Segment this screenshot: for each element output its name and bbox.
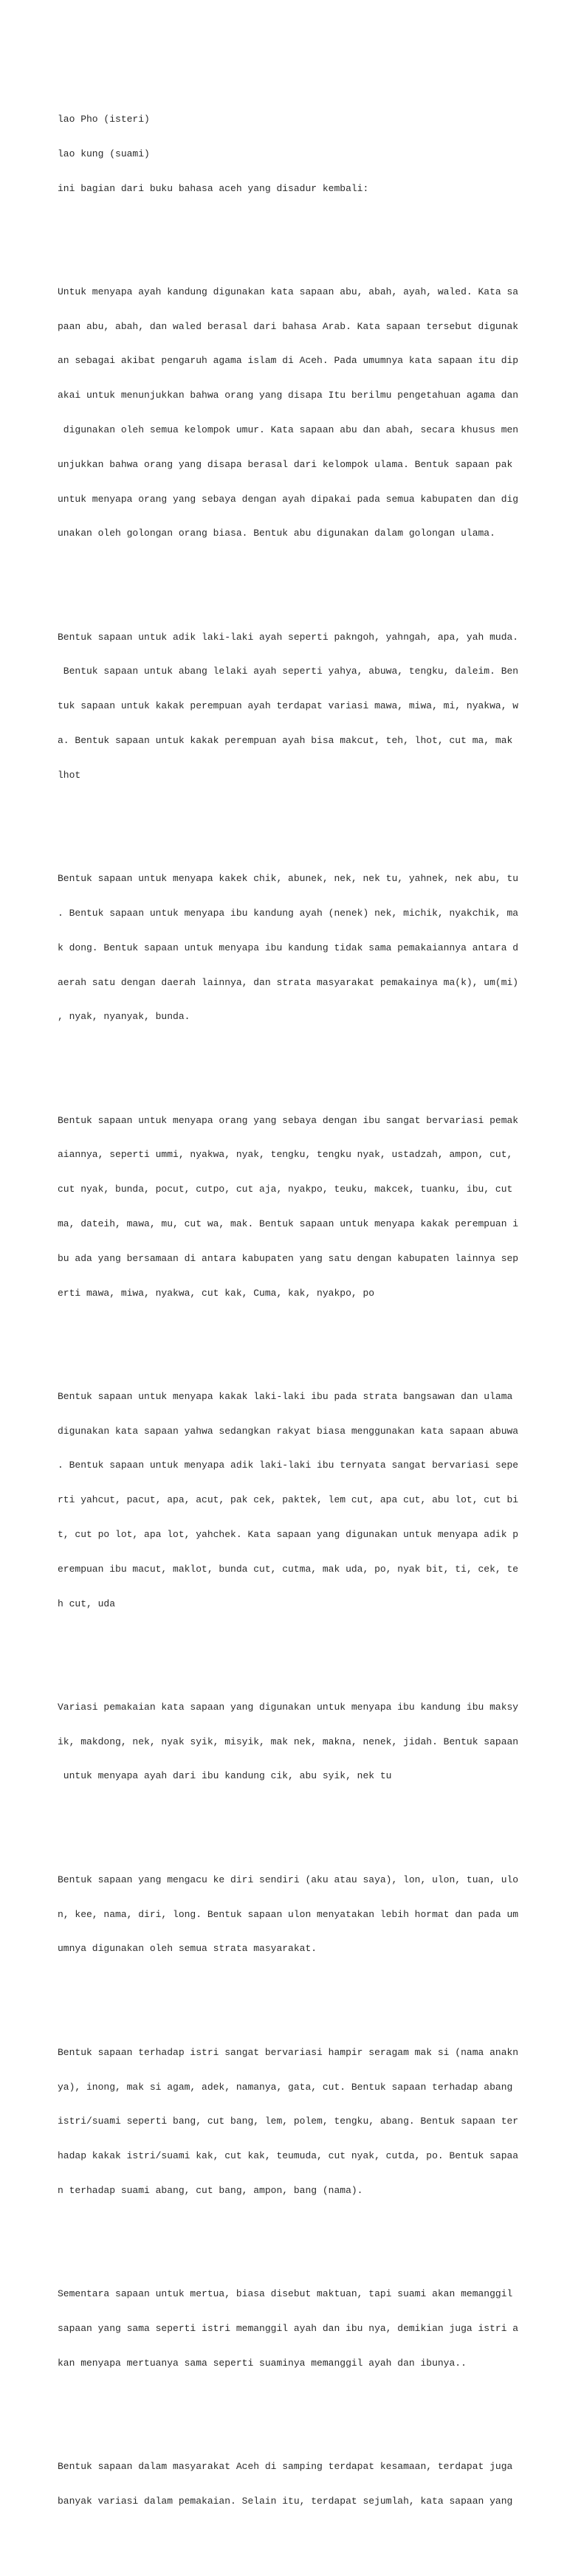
paragraph-line: n, kee, nama, diri, long. Bentuk sapaan ulon menyatakan lebih hormat dan pada um (58, 1908, 519, 1920)
paragraph-kesimpulan (58, 2438, 560, 2530)
paragraph-line: erti mawa, miwa, nyakwa, cut kak, Cuma, kak, nyakpo, po (58, 1287, 375, 1299)
paragraph-line: lhot (58, 769, 81, 781)
paragraph-diri-sendiri (58, 1851, 560, 1978)
paragraph-line: erempuan ibu macut, maklot, bunda cut, cutma, mak uda, po, nyak bit, ti, cek, te (58, 1563, 519, 1575)
paragraph-line: Sementara sapaan untuk mertua, biasa disebut maktuan, tapi suami akan memanggil (58, 2288, 513, 2300)
paragraph-line: Variasi pemakaian kata sapaan yang digunakan untuk menyapa ibu kandung ibu maksy (58, 1701, 519, 1713)
paragraph-line: umnya digunakan oleh semua strata masyarakat. (58, 1943, 317, 1955)
paragraph-line: aiannya, seperti ummi, nyakwa, nyak, tengku, tengku nyak, ustadzah, ampon, cut, (58, 1149, 513, 1161)
paragraph-line: hadap kakak istri/suami kak, cut kak, teumuda, cut nyak, cutda, po. Bentuk sapaa (58, 2150, 519, 2162)
document-text (58, 56, 560, 2576)
paragraph-line: istri/suami seperti bang, cut bang, lem, polem, tengku, abang. Bentuk sapaan ter (58, 2116, 519, 2127)
paragraph-istri-suami (58, 2024, 560, 2220)
paragraph-line: rti yahcut, pacut, apa, acut, pak cek, paktek, lem cut, apa cut, abu lot, cut bi (58, 1494, 519, 1506)
paragraph-line: t, cut po lot, apa lot, yahchek. Kata sapaan yang digunakan untuk menyapa adik p (58, 1529, 519, 1540)
paragraph-line: . Bentuk sapaan untuk menyapa adik laki-laki ibu ternyata sangat bervariasi sepe (58, 1460, 519, 1471)
paragraph-line: kan menyapa mertuanya sama seperti suaminya memanggil ayah dan ibunya.. (58, 2357, 467, 2369)
paragraph-line: n terhadap suami abang, cut bang, ampon, bang (nama). (58, 2184, 363, 2196)
paragraph-line: , nyak, nyanyak, bunda. (58, 1011, 190, 1023)
paragraph-saudara-ibu (58, 1368, 560, 1633)
header-line: lao kung (suami) (58, 148, 150, 159)
paragraph-line: ya), inong, mak si agam, adek, namanya, gata, cut. Bentuk sapaan terhadap abang (58, 2081, 513, 2093)
paragraph-line: unakan oleh golongan orang biasa. Bentuk abu digunakan dalam golongan ulama. (58, 528, 495, 539)
paragraph-line: Untuk menyapa ayah kandung digunakan kata sapaan abu, abah, ayah, waled. Kata sa (58, 286, 519, 297)
paragraph-kakek-nenek (58, 850, 560, 1046)
paragraph-line: Bentuk sapaan yang mengacu ke diri sendiri (aku atau saya), lon, ulon, tuan, ulo (58, 1874, 519, 1885)
paragraph-line: Bentuk sapaan dalam masyarakat Aceh di samping terdapat kesamaan, terdapat juga (58, 2461, 513, 2473)
paragraph-line: untuk menyapa orang yang sebaya dengan ayah dipakai pada semua kabupaten dan dig (58, 493, 519, 505)
paragraph-line: banyak variasi dalam pemakaian. Selain itu, terdapat sejumlah, kata sapaan yang (58, 2495, 513, 2507)
paragraph-line: tuk sapaan untuk kakak perempuan ayah terdapat variasi mawa, miwa, mi, nyakwa, w (58, 700, 519, 712)
paragraph-line: Bentuk sapaan terhadap istri sangat bervariasi hampir seragam mak si (nama anakn (58, 2046, 519, 2058)
paragraph-line: . Bentuk sapaan untuk menyapa ibu kandung ayah (nenek) nek, michik, nyakchik, ma (58, 907, 519, 919)
paragraph-line: cut nyak, bunda, pocut, cutpo, cut aja, nyakpo, teuku, makcek, tuanku, ibu, cut (58, 1184, 513, 1195)
paragraph-line: Bentuk sapaan untuk menyapa orang yang sebaya dengan ibu sangat bervariasi pemak (58, 1114, 519, 1126)
paragraph-line: digunakan kata sapaan yahwa sedangkan rakyat biasa menggunakan kata sapaan abuwa (58, 1425, 519, 1437)
paragraph-saudara-ayah (58, 609, 560, 804)
paragraph-line: sapaan yang sama seperti istri memanggil ayah dan ibu nya, demikian juga istri a (58, 2322, 519, 2334)
paragraph-line: aerah satu dengan daerah lainnya, dan strata masyarakat pemakainya ma(k), um(mi) (58, 976, 519, 988)
paragraph-orang-tua-ibu (58, 1679, 560, 1806)
paragraph-line: bu ada yang bersamaan di antara kabupaten yang satu dengan kabupaten lainnya sep (58, 1252, 519, 1264)
paragraph-line: untuk menyapa ayah dari ibu kandung cik, abu syik, nek tu (58, 1770, 392, 1782)
paragraph-line: a. Bentuk sapaan untuk kakak perempuan ayah bisa makcut, teh, lhot, cut ma, mak (58, 735, 513, 747)
header-line: lao Pho (isteri) (58, 113, 150, 125)
paragraph-line: paan abu, abah, dan waled berasal dari bahasa Arab. Kata sapaan tersebut digunak (58, 320, 519, 332)
paragraph-line: digunakan oleh semua kelompok umur. Kata sapaan abu dan abah, secara khusus men (58, 424, 519, 435)
header-block (58, 91, 560, 218)
paragraph-mertua (58, 2265, 560, 2392)
paragraph-line: ma, dateih, mawa, mu, cut wa, mak. Bentuk sapaan untuk menyapa kakak perempuan i (58, 1218, 519, 1229)
paragraph-line: k dong. Bentuk sapaan untuk menyapa ibu kandung tidak sama pemakaiannya antara d (58, 942, 519, 953)
paragraph-sebaya-ibu (58, 1091, 560, 1322)
paragraph-ayah (58, 263, 560, 562)
paragraph-line: Bentuk sapaan untuk menyapa kakek chik, abunek, nek, nek tu, yahnek, nek abu, tu (58, 873, 519, 885)
paragraph-line: akai untuk menunjukkan bahwa orang yang disapa Itu berilmu pengetahuan agama dan (58, 390, 519, 401)
paragraph-line: ik, makdong, nek, nyak syik, misyik, mak nek, makna, nenek, jidah. Bentuk sapaan (58, 1736, 519, 1747)
header-line: ini bagian dari buku bahasa aceh yang disadur kembali: (58, 182, 369, 194)
paragraph-line: an sebagai akibat pengaruh agama islam di Aceh. Pada umumnya kata sapaan itu dip (58, 355, 519, 367)
paragraph-line: Bentuk sapaan untuk adik laki-laki ayah seperti pakngoh, yahngah, apa, yah muda. (58, 631, 519, 643)
paragraph-line: unjukkan bahwa orang yang disapa berasal dari kelompok ulama. Bentuk sapaan pak (58, 458, 513, 470)
paragraph-line: Bentuk sapaan untuk abang lelaki ayah seperti yahya, abuwa, tengku, daleim. Ben (58, 666, 519, 677)
paragraph-line: Bentuk sapaan untuk menyapa kakak laki-laki ibu pada strata bangsawan dan ulama (58, 1390, 513, 1402)
paragraph-line: h cut, uda (58, 1598, 116, 1609)
